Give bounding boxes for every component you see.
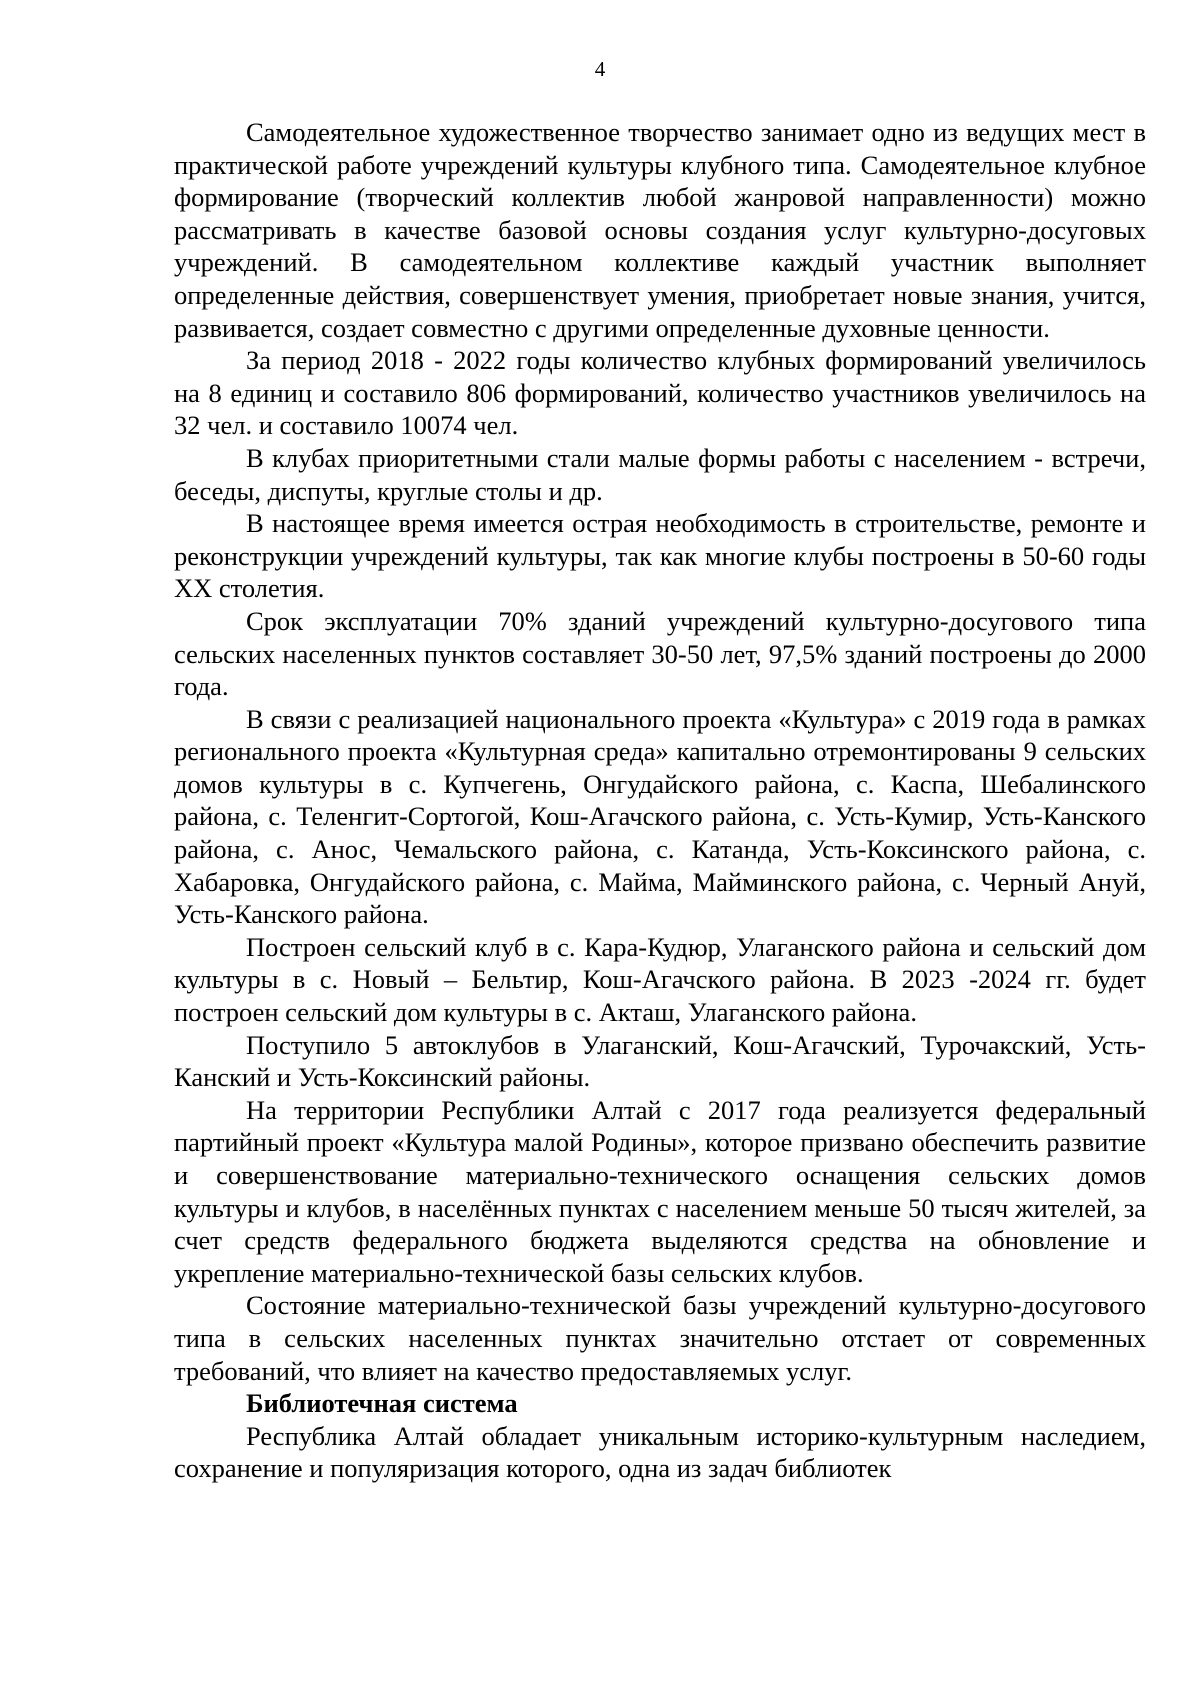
page-number: 4	[594, 57, 606, 81]
paragraph-material-base: Состояние материально-технической базы учреждений культурно-досугового типа в сельских населенных пунктах значительно отстает от современных требований, что влияет на качество предоставляемых услуг.	[174, 1290, 1146, 1386]
paragraph-amateur-creativity: Самодеятельное художественное творчество занимает одно из ведущих мест в практической работе учреждений культуры клубного типа. Самодеятельное клубное формирование (творческий коллектив любой жанровой направленности) можно рассматривать в качестве базовой основы создания услуг культурно-досуговых учреждений. В самодеятельном коллективе каждый участник выполняет определенные действия, совершенствует умения, приобретает новые знания, учится, развивается, создает совместно с другими определенные духовные ценности.	[174, 117, 1146, 343]
paragraph-party-project: На территории Республики Алтай с 2017 года реализуется федеральный партийный проект «Культура малой Родины», которое призвано обеспечить развитие и совершенствование материально-технического оснащения сельских домов культуры и клубов, в населённых пунктах с населением меньше 50 тысяч жителей, за счет средств федерального бюджета выделяются средства на обновление и укрепление материально-технической базы сельских клубов.	[174, 1094, 1146, 1288]
paragraph-autoclubs: Поступило 5 автоклубов в Улаганский, Кош-Агачский, Турочакский, Усть-Канский и Усть-Коксинский районы.	[174, 1029, 1146, 1093]
paragraph-national-project: В связи с реализацией национального проекта «Культура» с 2019 года в рамках регионального проекта «Культурная среда» капитально отремонтированы 9 сельских домов культуры в с. Купчегень, Онгудайского района, с. Каспа, Шебалинского района, с. Теленгит-Сортогой, Кош-Агачского района, с. Усть-Кумир, Усть-Канского района, с. Анос, Чемальского района, с. Катанда, Усть-Коксинского района, с. Хабаровка, Онгудайского района, с. Майма, Майминского района, с. Черный Ануй, Усть-Канского района.	[174, 703, 1146, 930]
paragraph-building-age: Срок эксплуатации 70% зданий учреждений культурно-досугового типа сельских населенных пунктов составляет 30-50 лет, 97,5% зданий построены до 2000 года.	[174, 605, 1146, 702]
paragraph-construction-need: В настоящее время имеется острая необходимость в строительстве, ремонте и реконструкции учреждений культуры, так как многие клубы построены в 50-60 годы XX столетия.	[174, 508, 1146, 604]
paragraph-club-formations-count: За период 2018 - 2022 годы количество клубных формирований увеличилось на 8 единиц и составило 806 формирований, количество участников увеличилось на 32 чел. и составило 10074 чел.	[174, 345, 1146, 441]
section-title-library-system: Библиотечная система	[246, 1388, 518, 1419]
paragraph-new-clubs: Построен сельский клуб в с. Кара-Кудюр, Улаганского района и сельский дом культуры в с. Новый – Бельтир, Кош-Агачского района. В 2023 -2024 гг. будет построен сельский дом культуры в с. Акташ, Улаганского района.	[174, 931, 1146, 1028]
document-body	[174, 116, 1146, 1485]
paragraph-small-forms: В клубах приоритетными стали малые формы работы с населением - встречи, беседы, диспуты, круглые столы и др.	[174, 442, 1146, 506]
paragraph-library-heritage: Республика Алтай обладает уникальным историко-культурным наследием, сохранение и популяризация которого, одна из задач библиотек	[174, 1420, 1146, 1484]
